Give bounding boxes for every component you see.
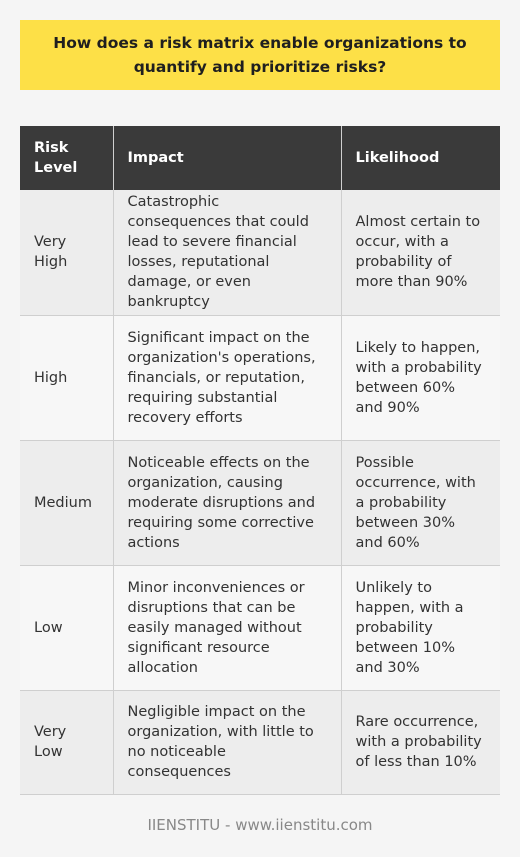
impact-cell: Significant impact on the organization's operations, financials, or reputation, requiring substantial recovery efforts (113, 315, 341, 440)
impact-cell: Negligible impact on the organization, with little to no noticeable consequences (113, 690, 341, 794)
table-header-row (20, 126, 500, 190)
column-header-risk-level: Risk Level (20, 126, 113, 190)
risk-level-cell: High (20, 315, 113, 440)
risk-matrix-table (20, 126, 500, 795)
risk-level-cell: Very High (20, 190, 113, 315)
impact-cell: Catastrophic consequences that could lead to severe financial losses, reputational damage, or even bankruptcy (113, 190, 341, 315)
likelihood-cell: Unlikely to happen, with a probability between 10% and 30% (341, 565, 500, 690)
column-header-impact: Impact (113, 126, 341, 190)
table-row (20, 190, 500, 315)
risk-level-cell: Medium (20, 440, 113, 565)
impact-cell: Minor inconveniences or disruptions that can be easily managed without significant resource allocation (113, 565, 341, 690)
title-banner (20, 20, 500, 90)
table-row (20, 440, 500, 565)
table-row (20, 690, 500, 794)
column-header-likelihood: Likelihood (341, 126, 500, 190)
risk-level-cell: Very Low (20, 690, 113, 794)
table-row (20, 315, 500, 440)
likelihood-cell: Almost certain to occur, with a probability of more than 90% (341, 190, 500, 315)
likelihood-cell: Likely to happen, with a probability between 60% and 90% (341, 315, 500, 440)
footer-credit: IIENSTITU - www.iienstitu.com (147, 816, 373, 834)
likelihood-cell: Rare occurrence, with a probability of less than 10% (341, 690, 500, 794)
impact-cell: Noticeable effects on the organization, causing moderate disruptions and requiring some corrective actions (113, 440, 341, 565)
risk-level-cell: Low (20, 565, 113, 690)
table-row (20, 565, 500, 690)
page-title: How does a risk matrix enable organizations to quantify and prioritize risks? (53, 34, 467, 76)
likelihood-cell: Possible occurrence, with a probability between 30% and 60% (341, 440, 500, 565)
